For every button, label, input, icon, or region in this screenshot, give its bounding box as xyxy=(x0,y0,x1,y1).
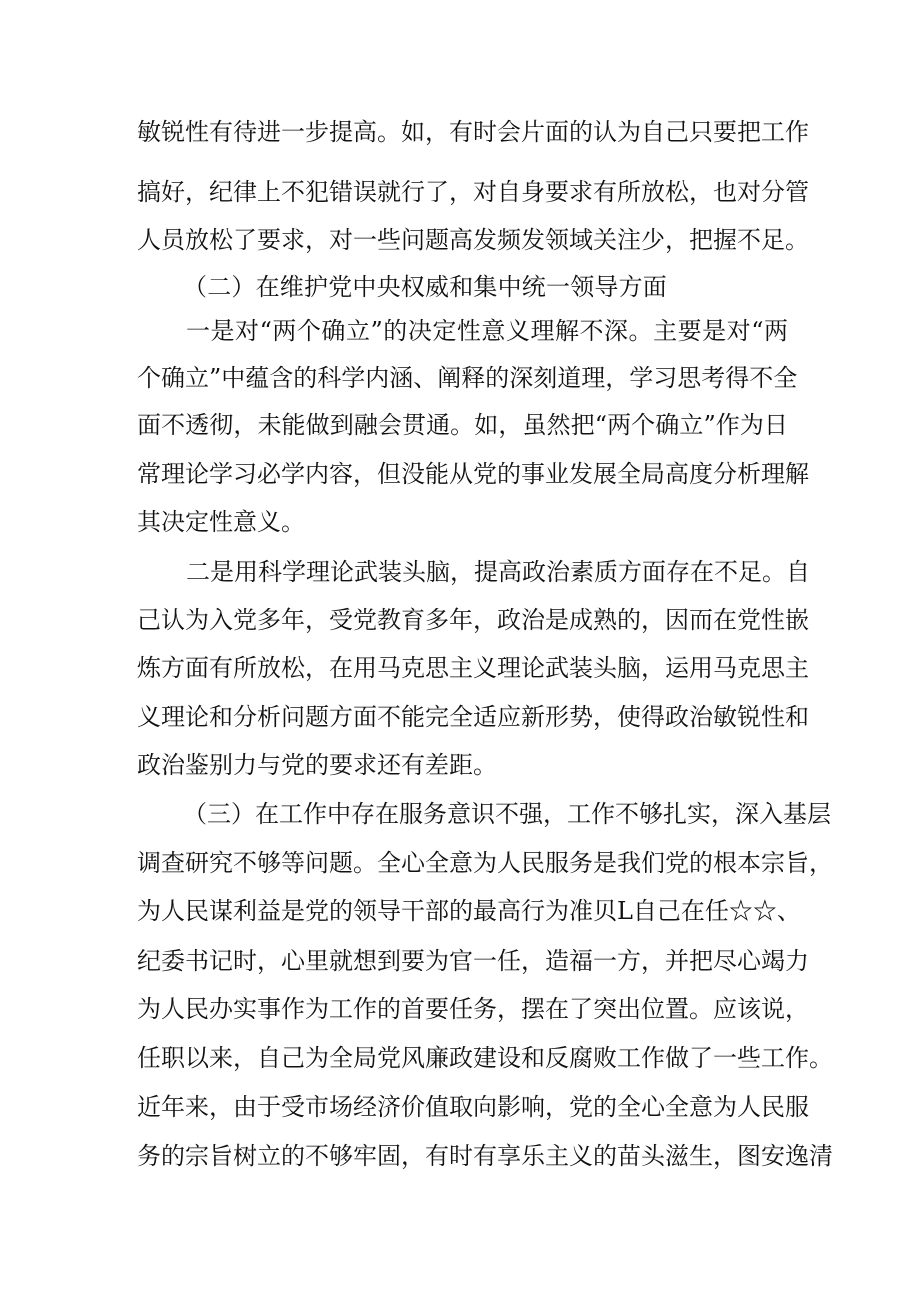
section-heading-3: （三）在工作中存在服务意识不强，工作不够扎实，深入基层 xyxy=(183,800,831,828)
text-line: 任职以来，自己为全局党风廉政建设和反腐败工作做了一些工作。 xyxy=(137,1044,833,1072)
text-line: 己认为入党多年，受党教育多年，政治是成熟的，因而在党性嵌 xyxy=(137,606,809,634)
text-line: 政治鉴别力与党的要求还有差距。 xyxy=(137,751,497,779)
text-line: 二是用科学理论武装头脑，提高政治素质方面存在不足。自 xyxy=(186,558,810,586)
text-line: 为人民谋利益是党的领导干部的最高行为准贝L自己在任☆☆、 xyxy=(137,897,801,925)
text-line: 炼方面有所放松，在用马克思主义理论武装头脑，运用马克思主 xyxy=(137,654,809,682)
text-line: 其决定性意义。 xyxy=(137,508,305,536)
text-line: 敏锐性有待进一步提高。如，有时会片面的认为自己只要把工作 xyxy=(137,118,809,146)
text-line: 面不透彻，未能做到融会贯通。如，虽然把“两个确立”作为日 xyxy=(137,411,788,439)
section-heading-2: （二）在维护党中央权威和集中统一领导方面 xyxy=(183,273,667,301)
text-line: 为人民办实事作为工作的首要任务，摆在了突出位置。应该说， xyxy=(137,995,809,1023)
text-line: 人员放松了要求，对一些问题高发频发领域关注少，把握不足。 xyxy=(137,226,809,254)
text-line: 纪委书记时，心里就想到要为官一任，造福一方，并把尽心竭力 xyxy=(137,947,809,975)
text-line: 个确立”中蕴含的科学内涵、阐释的深刻道理，学习思考得不全 xyxy=(137,364,798,392)
text-line: 调查研究不够等问题。全心全意为人民服务是我们党的根本宗旨， xyxy=(137,849,833,877)
text-line: 近年来，由于受市场经济价值取向影响，党的全心全意为人民服 xyxy=(137,1093,809,1121)
text-line: 搞好，纪律上不犯错误就行了，对自身要求有所放松，也对分管 xyxy=(137,178,809,206)
text-line: 一是对“两个确立”的决定性意义理解不深。主要是对“两 xyxy=(186,317,788,345)
text-line: 义理论和分析问题方面不能完全适应新形势，使得政治敏锐性和 xyxy=(137,703,809,731)
text-line: 常理论学习必学内容，但没能从党的事业发展全局高度分析理解 xyxy=(137,460,809,488)
text-line: 务的宗旨树立的不够牢固，有时有享乐主义的苗头滋生，图安逸清 xyxy=(137,1142,833,1170)
